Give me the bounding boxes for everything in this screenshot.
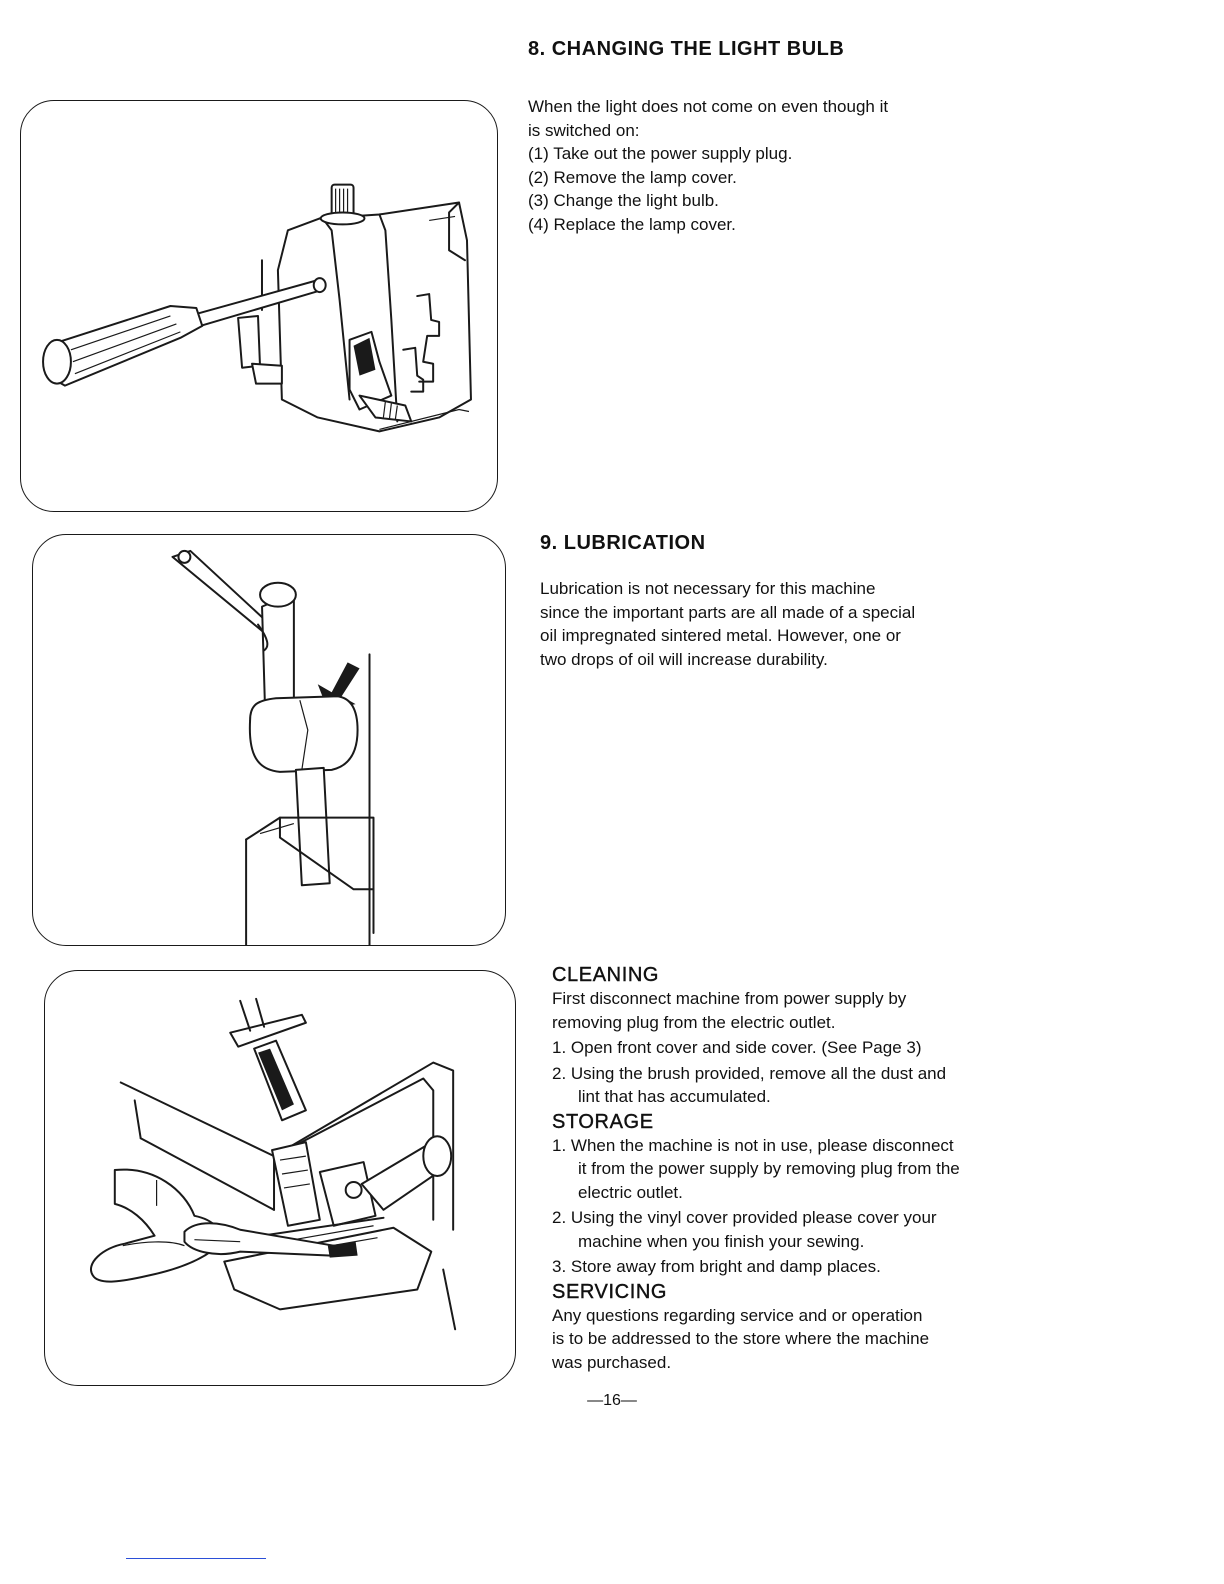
footer-rule xyxy=(126,1558,266,1559)
page-number: —16— xyxy=(587,1392,637,1409)
light-bulb-intro-line1: When the light does not come on even though it xyxy=(528,97,889,116)
cleaning-item: 1. Open front cover and side cover. (See Page 3) xyxy=(552,1038,922,1057)
cleaning-item: 2. Using the brush provided, remove all the dust and lint that has accumulated. xyxy=(552,1063,947,1106)
section-care xyxy=(552,964,966,1374)
storage-list xyxy=(552,1134,966,1279)
lubrication-line: Lubrication is not necessary for this machine xyxy=(540,579,876,598)
lubrication-line: oil impregnated sintered metal. However, one or xyxy=(540,626,901,645)
servicing-line: was purchased. xyxy=(552,1352,672,1372)
section-heading-light-bulb: 8. CHANGING THE LIGHT BULB xyxy=(528,38,845,60)
section-light-bulb xyxy=(528,38,968,236)
cleaning-intro-line2: removing plug from the electric outlet. xyxy=(552,1012,836,1032)
cleaning-list xyxy=(552,1036,966,1109)
light-bulb-intro-line2: is switched on: xyxy=(528,120,640,140)
figure-changing-light-bulb xyxy=(20,100,498,512)
servicing-line: is to be addressed to the store where the machine xyxy=(552,1329,930,1348)
light-bulb-step: (2) Remove the lamp cover. xyxy=(528,167,737,187)
cleaning-intro-line1: First disconnect machine from power supply by xyxy=(552,989,907,1008)
figure-lubrication xyxy=(32,534,506,946)
light-bulb-step: (4) Replace the lamp cover. xyxy=(528,214,736,234)
light-bulb-steps xyxy=(528,142,968,236)
servicing-line: Any questions regarding service and or operation xyxy=(552,1305,923,1325)
lubrication-line: two drops of oil will increase durability. xyxy=(540,649,828,669)
section-lubrication xyxy=(540,532,980,671)
section-heading-servicing: SERVICING xyxy=(552,1280,668,1303)
section-heading-lubrication: 9. LUBRICATION xyxy=(540,532,706,554)
section-heading-cleaning: CLEANING xyxy=(552,964,660,986)
section-heading-storage: STORAGE xyxy=(552,1110,654,1133)
light-bulb-step: (1) Take out the power supply plug. xyxy=(528,144,793,163)
storage-item: 3. Store away from bright and damp places. xyxy=(552,1257,881,1276)
storage-item: 2. Using the vinyl cover provided please cover your machine when you finish your sewing. xyxy=(552,1208,937,1251)
oil-drop-needle-bar-illustration xyxy=(33,535,505,945)
brush-cleaning-illustration xyxy=(45,971,515,1385)
storage-item: 1. When the machine is not in use, please disconnect it from the power supply by removing plug from the electric outlet. xyxy=(552,1135,960,1202)
screwdriver-lamp-cover-illustration xyxy=(21,101,497,511)
figure-cleaning xyxy=(44,970,516,1386)
lubrication-line: since the important parts are all made of a special xyxy=(540,602,916,622)
light-bulb-step: (3) Change the light bulb. xyxy=(528,191,719,210)
